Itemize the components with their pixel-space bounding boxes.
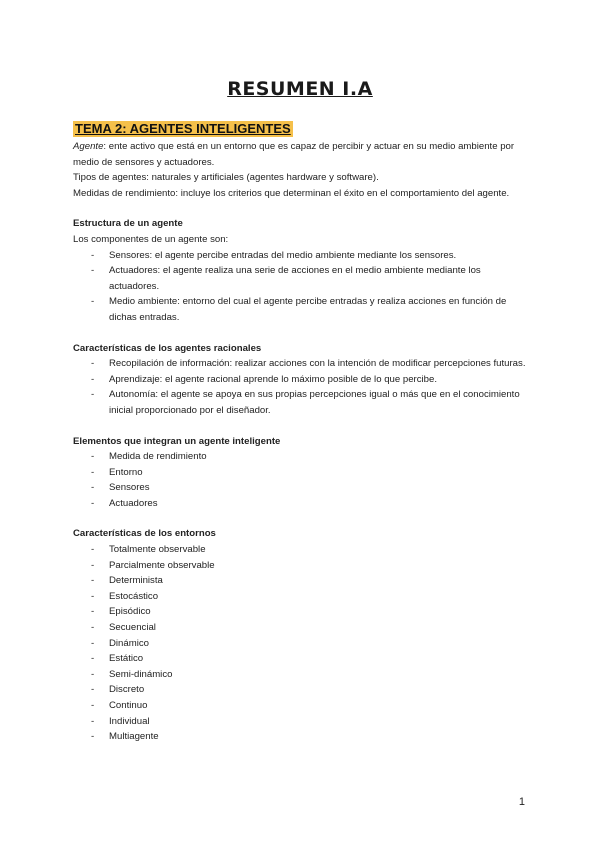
list-item: - Semi-dinámico <box>109 667 533 683</box>
rational-list <box>73 356 533 418</box>
list-item: - Totalmente observable <box>109 542 533 558</box>
list-item: - Multiagente <box>109 729 533 745</box>
list-item: - Medida de rendimiento <box>109 449 533 465</box>
list-item: - Dinámico <box>109 636 533 652</box>
list-item: - Actuadores: el agente realiza una serie de acciones en el medio ambiente mediante los actuadores. <box>109 263 533 294</box>
agent-definition <box>73 139 533 170</box>
environments-list <box>73 542 533 745</box>
page-title: RESUMEN I.A <box>227 78 373 100</box>
list-item: - Estocástico <box>109 589 533 605</box>
list-item: - Aprendizaje: el agente racional aprende lo máximo posible de lo que percibe. <box>109 372 533 388</box>
list-item: - Estático <box>109 651 533 667</box>
list-item: - Medio ambiente: entorno del cual el agente percibe entradas y realiza acciones en función de dichas entradas. <box>109 294 533 325</box>
structure-heading: Estructura de un agente <box>73 218 183 230</box>
content-body <box>73 139 533 745</box>
list-item: - Individual <box>109 714 533 730</box>
elements-heading: Elementos que integran un agente inteligente <box>73 435 281 447</box>
rational-heading: Características de los agentes racionales <box>73 342 262 354</box>
agent-definition-text: : ente activo que está en un entorno que es capaz de percibir y actuar en su medio ambiente por medio de sensores y actuadores. <box>73 141 515 168</box>
list-item: - Episódico <box>109 604 533 620</box>
page-number: 1 <box>518 796 525 808</box>
list-item: - Actuadores <box>109 496 533 512</box>
list-item: - Entorno <box>109 465 533 481</box>
list-item: - Determinista <box>109 573 533 589</box>
topic-heading: TEMA 2: AGENTES INTELIGENTES <box>75 121 291 136</box>
list-item: - Sensores: el agente percibe entradas del medio ambiente mediante los sensores. <box>109 248 533 264</box>
list-item: - Parcialmente observable <box>109 558 533 574</box>
performance-measures: Medidas de rendimiento: incluye los criterios que determinan el éxito en el comportamiento del agente. <box>73 187 510 199</box>
list-item: - Sensores <box>109 480 533 496</box>
list-item: - Discreto <box>109 682 533 698</box>
elements-list <box>73 449 533 511</box>
list-item: - Autonomía: el agente se apoya en sus propias percepciones igual o más que en el conocimiento inicial proporcionado por el diseñador. <box>109 387 533 418</box>
list-item: - Continuo <box>109 698 533 714</box>
environments-heading: Características de los entornos <box>73 528 216 540</box>
list-item: - Recopilación de información: realizar acciones con la intención de modificar percepciones futuras. <box>109 356 533 372</box>
structure-lead: Los componentes de un agente son: <box>73 233 229 245</box>
agent-term: Agente <box>73 141 104 152</box>
structure-list <box>73 248 533 326</box>
agent-types: Tipos de agentes: naturales y artificiales (agentes hardware y software). <box>73 172 379 184</box>
list-item: - Secuencial <box>109 620 533 636</box>
